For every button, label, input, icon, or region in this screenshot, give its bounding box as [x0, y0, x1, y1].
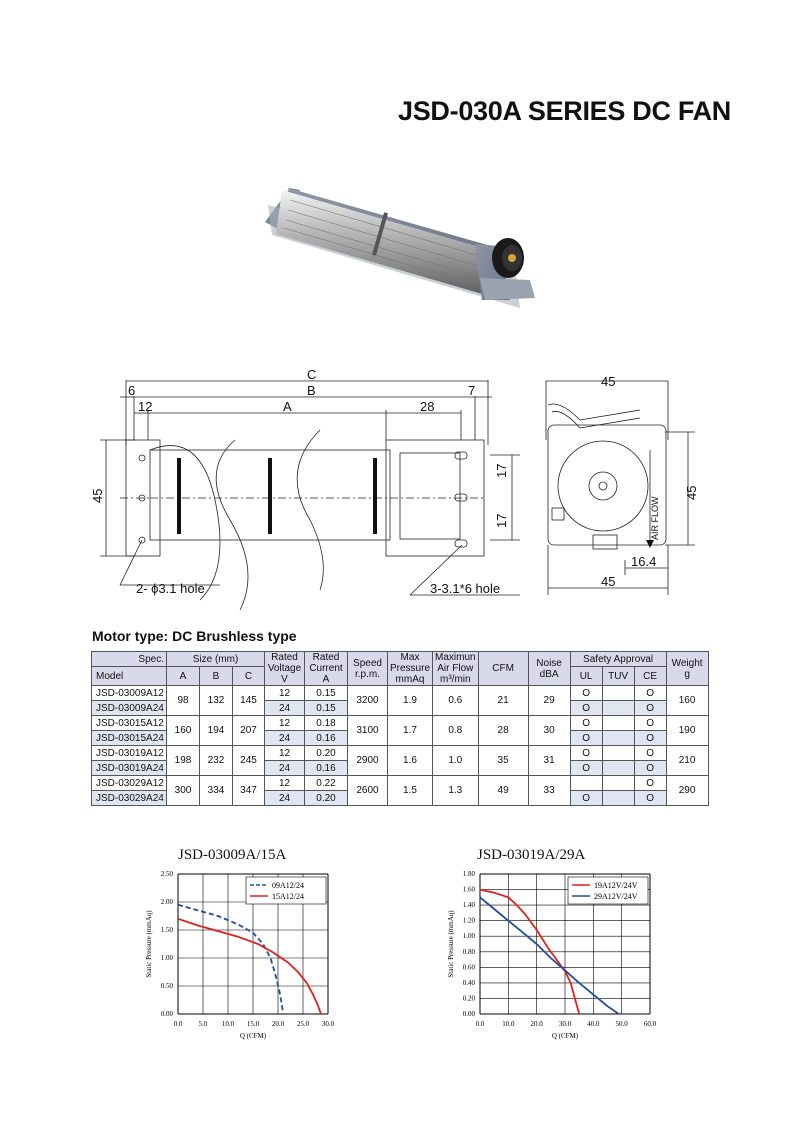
chart-1	[140, 866, 350, 1046]
header-b: B	[200, 667, 233, 686]
table-cell: 3100	[348, 716, 388, 746]
table-cell	[602, 701, 634, 716]
y-tick-label: 0.00	[462, 1010, 475, 1018]
table-cell: O	[570, 746, 602, 761]
y-tick-label: 0.00	[160, 1010, 173, 1018]
series-line	[480, 897, 619, 1014]
x-tick-label: 30.0	[558, 1020, 572, 1028]
y-tick-label: 2.00	[160, 898, 173, 906]
series-line	[178, 905, 283, 1014]
table-cell: 31	[528, 746, 570, 776]
dim-28: 28	[420, 399, 435, 414]
table-cell: 194	[200, 716, 233, 746]
y-tick-label: 1.40	[462, 901, 475, 910]
table-cell: 2900	[348, 746, 388, 776]
header-rated-current: Rated Current A	[305, 652, 348, 686]
table-row	[92, 746, 709, 761]
table-cell	[570, 776, 602, 791]
header-c: C	[233, 667, 265, 686]
header-ul: UL	[570, 667, 602, 686]
page-title: JSD-030A SERIES DC FAN	[398, 96, 731, 126]
table-cell: O	[634, 776, 666, 791]
y-tick-label: 1.80	[462, 870, 475, 878]
header-rated-voltage: Rated Voltage V	[265, 652, 305, 686]
y-axis-label: Static Pressure (mmAq)	[145, 910, 153, 978]
table-cell: 0.16	[305, 761, 348, 776]
table-cell	[602, 746, 634, 761]
table-cell: O	[570, 731, 602, 746]
x-tick-label: 5.0	[198, 1020, 208, 1028]
header-ce: CE	[634, 667, 666, 686]
y-tick-label: 0.80	[462, 947, 475, 956]
dim-A: A	[283, 399, 292, 414]
table-cell: O	[570, 686, 602, 701]
table-cell: 24	[265, 791, 305, 806]
table-cell: 1.5	[388, 776, 433, 806]
dim-17-top: 17	[494, 463, 509, 478]
table-cell: 29	[528, 686, 570, 716]
table-cell: 12	[265, 776, 305, 791]
header-max-airflow: Maximun Air Flow m³/min	[433, 652, 479, 686]
table-cell: 12	[265, 686, 305, 701]
table-cell: 300	[167, 776, 200, 806]
table-cell: 1.9	[388, 686, 433, 716]
table-cell: O	[634, 791, 666, 806]
table-cell: 12	[265, 746, 305, 761]
table-cell	[602, 776, 634, 791]
table-cell: 1.6	[388, 746, 433, 776]
y-tick-label: 1.20	[462, 916, 475, 925]
table-cell: 334	[200, 776, 233, 806]
legend-label: 09A12/24	[272, 881, 304, 890]
table-cell	[602, 686, 634, 701]
y-tick-label: 0.50	[160, 982, 173, 990]
header-size: Size (mm)	[167, 652, 265, 667]
fan-product-photo	[260, 150, 550, 325]
x-tick-label: 10.0	[502, 1020, 515, 1028]
table-cell: 0.22	[305, 776, 348, 791]
table-cell: O	[570, 701, 602, 716]
y-tick-label: 0.20	[462, 994, 475, 1003]
table-cell: O	[634, 761, 666, 776]
header-max-pressure: Max Pressure mmAq	[388, 652, 433, 686]
dim-45: 45	[90, 488, 105, 503]
y-tick-label: 1.00	[160, 954, 173, 962]
table-cell: 1.7	[388, 716, 433, 746]
chart-2-title: JSD-03019A/29A	[477, 847, 586, 863]
table-cell: JSD-03009A24	[92, 701, 167, 716]
table-cell	[602, 716, 634, 731]
spec-table-body	[92, 686, 709, 806]
dimension-drawing	[0, 360, 800, 610]
table-cell: O	[634, 716, 666, 731]
table-cell: 21	[478, 686, 528, 716]
table-cell: 24	[265, 701, 305, 716]
x-tick-label: 20.0	[530, 1020, 543, 1028]
table-cell: JSD-03015A24	[92, 731, 167, 746]
table-cell: O	[634, 701, 666, 716]
x-tick-label: 30.0	[321, 1020, 335, 1028]
side-dim-16-4: 16.4	[631, 554, 657, 569]
hole-left-label: 2- ϕ3.1 hole	[136, 581, 205, 596]
table-cell: 290	[666, 776, 708, 806]
table-cell: 0.18	[305, 716, 348, 731]
table-cell: 132	[200, 686, 233, 716]
side-dim-45-bottom: 45	[601, 574, 616, 589]
table-cell: 30	[528, 716, 570, 746]
table-cell: 12	[265, 716, 305, 731]
header-a: A	[167, 667, 200, 686]
table-cell: 0.20	[305, 746, 348, 761]
table-cell: O	[570, 716, 602, 731]
side-dim-45-top: 45	[601, 374, 616, 389]
header-spec: Spec.	[92, 652, 167, 667]
dim-B: B	[307, 383, 316, 398]
table-cell: 24	[265, 761, 305, 776]
table-cell: 347	[233, 776, 265, 806]
table-cell: 2600	[348, 776, 388, 806]
airflow-label: AIR FLOW	[650, 496, 660, 540]
table-cell: 232	[200, 746, 233, 776]
x-tick-label: 20.0	[271, 1020, 285, 1028]
table-cell: 1.0	[433, 746, 479, 776]
table-cell: 0.8	[433, 716, 479, 746]
dim-17-bottom: 17	[494, 513, 509, 528]
y-tick-label: 1.60	[462, 885, 475, 894]
y-tick-label: 0.60	[462, 963, 475, 972]
x-tick-label: 60.0	[643, 1020, 657, 1028]
x-axis-label: Q (CFM)	[551, 1032, 579, 1040]
table-cell: O	[634, 746, 666, 761]
spec-table	[91, 651, 709, 806]
header-cfm: CFM	[478, 652, 528, 686]
table-cell: JSD-03029A24	[92, 791, 167, 806]
chart-1-title: JSD-03009A/15A	[178, 847, 287, 863]
table-cell: 33	[528, 776, 570, 806]
x-tick-label: 0.0	[173, 1020, 183, 1028]
header-safety: Safety Approval	[570, 652, 666, 667]
x-tick-label: 0.0	[475, 1020, 485, 1028]
table-cell: 35	[478, 746, 528, 776]
table-cell: 207	[233, 716, 265, 746]
table-cell: JSD-03019A24	[92, 761, 167, 776]
x-tick-label: 15.0	[246, 1020, 260, 1028]
table-cell: 160	[167, 716, 200, 746]
dim-6: 6	[128, 383, 136, 398]
table-row	[92, 716, 709, 731]
dim-7: 7	[468, 383, 476, 398]
table-cell: 98	[167, 686, 200, 716]
motor-type-heading: Motor type: DC Brushless type	[92, 628, 297, 644]
table-cell: 190	[666, 716, 708, 746]
table-cell: 0.15	[305, 701, 348, 716]
table-cell: 49	[478, 776, 528, 806]
y-tick-label: 1.50	[160, 926, 173, 934]
header-speed: Speed r.p.m.	[348, 652, 388, 686]
table-cell	[602, 761, 634, 776]
table-cell: O	[570, 761, 602, 776]
header-noise: Noise dBA	[528, 652, 570, 686]
hole-right-label: 3-3.1*6 hole	[430, 581, 501, 596]
legend-label: 15A12/24	[272, 892, 304, 901]
chart-2	[440, 866, 670, 1046]
table-row	[92, 776, 709, 791]
table-cell: JSD-03009A12	[92, 686, 167, 701]
table-cell: JSD-03029A12	[92, 776, 167, 791]
table-cell: 24	[265, 731, 305, 746]
y-axis-label: Static Pressure (mmAq)	[447, 910, 455, 978]
table-cell: 1.3	[433, 776, 479, 806]
table-cell	[602, 791, 634, 806]
header-model: Model	[92, 667, 167, 686]
table-cell: 3200	[348, 686, 388, 716]
table-cell: 245	[233, 746, 265, 776]
header-tuv: TUV	[602, 667, 634, 686]
legend-label: 19A12V/24V	[594, 881, 638, 890]
table-cell: O	[634, 731, 666, 746]
dim-C: C	[307, 367, 317, 382]
table-cell: 160	[666, 686, 708, 716]
legend-label: 29A12V/24V	[594, 892, 638, 901]
table-cell: 0.16	[305, 731, 348, 746]
side-dim-45-right: 45	[684, 485, 699, 500]
table-cell: O	[634, 686, 666, 701]
x-tick-label: 40.0	[587, 1020, 600, 1028]
x-tick-label: 10.0	[221, 1020, 235, 1028]
table-cell	[602, 731, 634, 746]
table-cell: 0.15	[305, 686, 348, 701]
y-tick-label: 1.00	[462, 932, 475, 941]
table-cell: JSD-03015A12	[92, 716, 167, 731]
x-tick-label: 50.0	[615, 1020, 628, 1028]
table-cell: 28	[478, 716, 528, 746]
dim-12: 12	[138, 399, 153, 414]
table-cell: 145	[233, 686, 265, 716]
y-tick-label: 2.50	[160, 870, 173, 878]
table-row	[92, 686, 709, 701]
table-cell: 210	[666, 746, 708, 776]
table-cell: 0.6	[433, 686, 479, 716]
y-tick-label: 0.40	[462, 978, 475, 987]
series-line	[178, 919, 321, 1014]
table-cell: JSD-03019A12	[92, 746, 167, 761]
header-weight: Weight g	[666, 652, 708, 686]
x-axis-label: Q (CFM)	[239, 1032, 267, 1040]
table-cell: O	[570, 791, 602, 806]
table-cell: 198	[167, 746, 200, 776]
table-cell: 0.20	[305, 791, 348, 806]
x-tick-label: 25.0	[296, 1020, 310, 1028]
